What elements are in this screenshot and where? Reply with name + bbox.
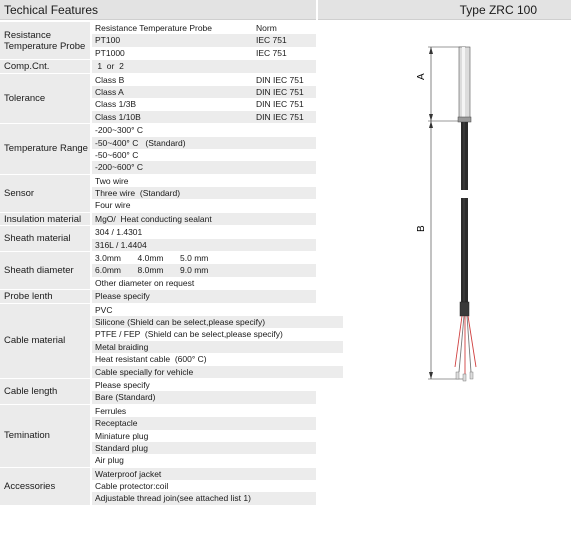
- spec-group: [0, 74, 316, 125]
- spec-row: [92, 417, 316, 429]
- spec-group: [0, 124, 316, 175]
- spec-row: [92, 454, 316, 466]
- spec-label: Accessories: [0, 468, 90, 505]
- spec-norm: [256, 405, 316, 417]
- spec-norm: [256, 480, 316, 492]
- spec-row: [92, 430, 316, 442]
- spec-row: [92, 98, 316, 110]
- spec-value: Class 1/3B: [95, 99, 137, 110]
- spec-row: [92, 405, 316, 417]
- spec-norm: [256, 239, 316, 251]
- spec-row: [92, 86, 316, 98]
- spec-label: Sheath material: [0, 226, 90, 251]
- dimension-a-label: A: [416, 73, 427, 80]
- spec-label: Temination: [0, 405, 90, 467]
- spec-value: Please specify: [95, 291, 150, 302]
- spec-row: [92, 124, 316, 136]
- spec-norm: DIN IEC 751: [256, 86, 304, 97]
- spec-row: [92, 239, 316, 251]
- spec-value: PVC: [95, 304, 113, 315]
- spec-value: Cable specially for vehicle: [95, 366, 194, 377]
- spec-value: Two wire: [95, 175, 129, 186]
- spec-norm: IEC 751: [256, 47, 287, 58]
- spec-row: [92, 213, 316, 225]
- spec-row: [92, 34, 316, 46]
- spec-row: [92, 252, 316, 264]
- spec-row: [92, 161, 316, 173]
- spec-value: Silicone (Shield can be select,please specify): [95, 316, 266, 327]
- spec-norm: [256, 149, 316, 161]
- dimension-a: [416, 47, 466, 121]
- spec-norm: [256, 175, 316, 187]
- spec-group: [0, 226, 316, 252]
- spec-value: Resistance Temperature Probe: [95, 23, 213, 33]
- spec-value: MgO/ Heat conducting sealant: [95, 213, 212, 224]
- spec-value: Bare (Standard): [95, 392, 156, 403]
- spec-row: [92, 468, 316, 480]
- spec-row: [92, 149, 316, 161]
- spec-norm: [256, 226, 316, 238]
- spec-row: [92, 277, 316, 289]
- spec-norm: [256, 468, 316, 480]
- spec-norm: [256, 137, 316, 149]
- spec-row: [92, 47, 316, 59]
- spec-norm: [256, 430, 316, 442]
- spec-norm: [256, 492, 316, 504]
- spec-norm: [256, 417, 316, 429]
- spec-label: Resistance Temperature Probe: [0, 22, 90, 59]
- spec-norm: [256, 60, 316, 72]
- spec-label: Sheath diameter: [0, 252, 90, 289]
- spec-group: [0, 252, 316, 290]
- sheath-collar: [458, 117, 471, 122]
- spec-value: Three wire (Standard): [95, 188, 181, 199]
- spec-value: 304 / 1.4301: [95, 227, 143, 238]
- wire-ferrules: [456, 372, 473, 381]
- spec-group: [0, 304, 316, 379]
- spec-norm: DIN IEC 751: [256, 99, 304, 110]
- spec-value: PTFE / FEP (Shield can be select,please specify): [95, 329, 283, 340]
- spec-value: Four wire: [95, 200, 131, 211]
- product-type-title: Type ZRC 100: [318, 0, 571, 20]
- spec-value: Ferrules: [95, 405, 127, 416]
- spec-norm: [256, 252, 316, 264]
- spec-row: [92, 341, 343, 353]
- spec-row: [92, 391, 316, 403]
- spec-row: [92, 22, 316, 34]
- probe-diagram: [318, 22, 571, 535]
- spec-value: PT1000: [95, 47, 125, 58]
- spec-row: [92, 366, 343, 378]
- spec-value: Please specify: [95, 379, 150, 390]
- spec-label: Comp.Cnt.: [0, 60, 90, 72]
- spec-value: Air plug: [95, 455, 124, 466]
- spec-norm: [256, 391, 316, 403]
- spec-norm: [256, 213, 316, 225]
- lead-wires: [455, 316, 476, 374]
- spec-value: -200~300° C: [95, 125, 144, 136]
- spec-value: 6.0mm 8.0mm 9.0 mm: [95, 265, 209, 276]
- spec-value: Adjustable thread join(see attached list 1): [95, 493, 251, 504]
- spec-row: [92, 74, 316, 86]
- spec-row: [92, 137, 316, 149]
- spec-norm: [256, 199, 316, 211]
- spec-norm: [256, 161, 316, 173]
- cable-sleeve: [460, 302, 469, 316]
- spec-row: [92, 328, 343, 340]
- spec-row: [92, 304, 343, 316]
- cable-upper: [461, 122, 468, 190]
- spec-label: Probe lenth: [0, 290, 90, 302]
- spec-row: [92, 264, 316, 276]
- spec-norm: Norm: [256, 23, 277, 33]
- spec-group: [0, 290, 316, 303]
- spec-row: [92, 290, 316, 302]
- spec-group: [0, 468, 316, 506]
- spec-row: [92, 111, 316, 123]
- spec-row: [92, 60, 316, 72]
- spec-norm: [256, 124, 316, 136]
- spec-value: Standard plug: [95, 442, 148, 453]
- dimension-b-label: B: [416, 225, 427, 232]
- spec-norm: [256, 290, 316, 302]
- spec-label: Cable length: [0, 379, 90, 404]
- spec-value: Class B: [95, 74, 125, 85]
- spec-group: [0, 405, 316, 468]
- spec-norm: [256, 187, 316, 199]
- spec-row: [92, 442, 316, 454]
- spec-value: Class 1/10B: [95, 111, 141, 122]
- spec-row: [92, 480, 316, 492]
- spec-value: -50~600° C: [95, 149, 139, 160]
- spec-value: Other diameter on request: [95, 277, 195, 288]
- spec-value: Receptacle: [95, 418, 138, 429]
- spec-value: 1 or 2: [95, 61, 124, 72]
- spec-group: [0, 22, 316, 60]
- spec-row: [92, 226, 316, 238]
- spec-value: Metal braiding: [95, 341, 149, 352]
- spec-value: Waterproof jacket: [95, 468, 162, 479]
- spec-row: [92, 316, 343, 328]
- spec-row: [92, 379, 316, 391]
- spec-norm: [256, 379, 316, 391]
- spec-group: [0, 175, 316, 213]
- cable-lower: [461, 198, 468, 304]
- spec-group: [0, 60, 316, 73]
- spec-label: Temperature Range: [0, 124, 90, 174]
- spec-value: Class A: [95, 86, 124, 97]
- spec-norm: DIN IEC 751: [256, 74, 304, 85]
- spec-label: Insulation material: [0, 213, 90, 225]
- spec-value: 3.0mm 4.0mm 5.0 mm: [95, 253, 209, 264]
- spec-label: Tolerance: [0, 74, 90, 124]
- table-title: Techical Features: [0, 0, 316, 20]
- spec-row: [92, 187, 316, 199]
- spec-norm: [256, 442, 316, 454]
- spec-value: Cable protector:coil: [95, 481, 169, 492]
- spec-value: 316L / 1.4404: [95, 239, 147, 250]
- spec-row: [92, 199, 316, 211]
- spec-row: [92, 353, 343, 365]
- spec-norm: IEC 751: [256, 35, 287, 46]
- spec-row: [92, 175, 316, 187]
- spec-norm: [256, 264, 316, 276]
- spec-value: Miniature plug: [95, 430, 149, 441]
- spec-row: [92, 492, 316, 504]
- spec-value: PT100: [95, 35, 121, 46]
- spec-group: [0, 213, 316, 226]
- spec-value: -50~400° C (Standard): [95, 137, 186, 148]
- spec-label: Sensor: [0, 175, 90, 212]
- spec-norm: DIN IEC 751: [256, 111, 304, 122]
- spec-label: Cable material: [0, 304, 90, 378]
- features-table: [0, 22, 316, 506]
- spec-value: Heat resistant cable (600° C): [95, 354, 207, 365]
- spec-norm: [256, 277, 316, 289]
- spec-norm: [256, 454, 316, 466]
- spec-value: -200~600° C: [95, 162, 144, 173]
- spec-group: [0, 379, 316, 405]
